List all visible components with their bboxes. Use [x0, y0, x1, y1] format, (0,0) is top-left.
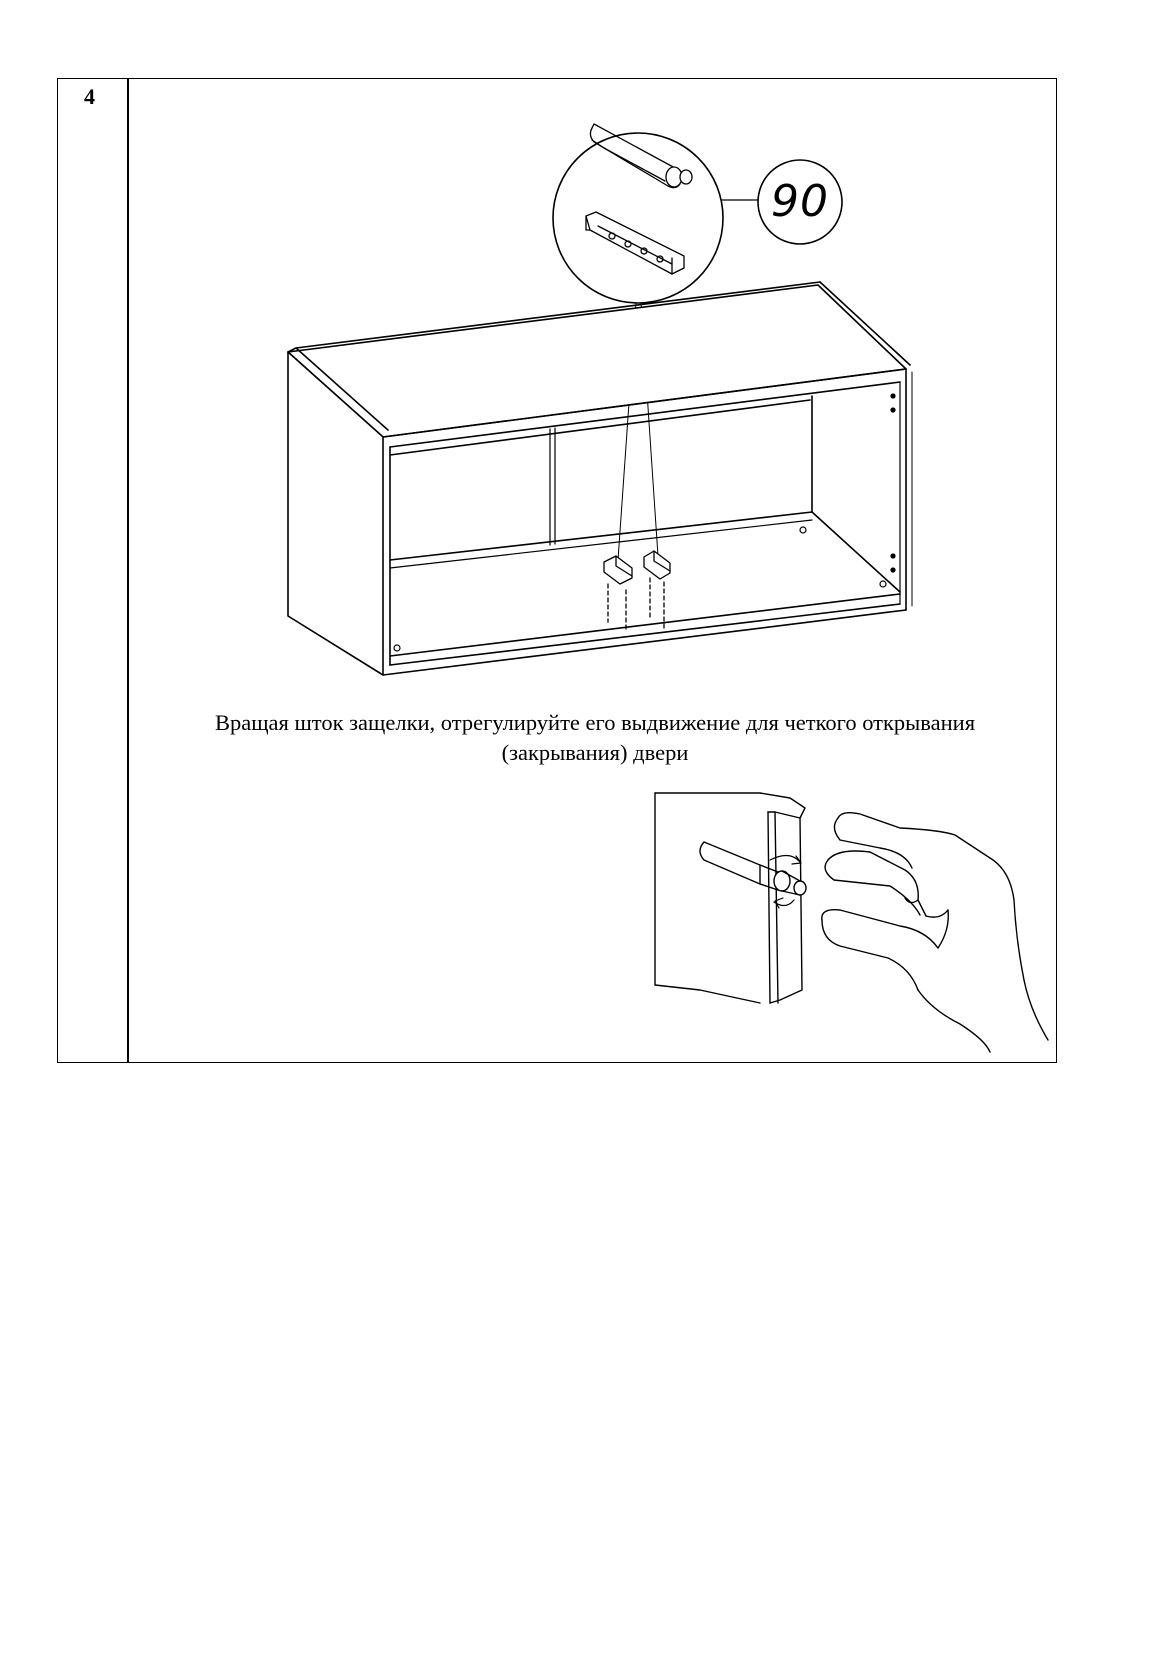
cabinet-drawing	[288, 282, 912, 675]
part-number-label: 90	[771, 176, 829, 227]
latch-rod-icon	[700, 842, 806, 895]
instruction-line-1: Вращая шток защелки, отрегулируйте его выдвижение для четкого открывания	[214, 710, 976, 735]
step-number: 4	[84, 84, 95, 109]
adjustment-detail	[655, 793, 1048, 1052]
installed-latches	[604, 551, 670, 632]
instruction-line-2: (закрывания) двери	[501, 740, 689, 765]
detail-magnifier	[553, 124, 758, 303]
instruction-caption	[140, 708, 1050, 768]
hand-icon	[822, 813, 1048, 1052]
